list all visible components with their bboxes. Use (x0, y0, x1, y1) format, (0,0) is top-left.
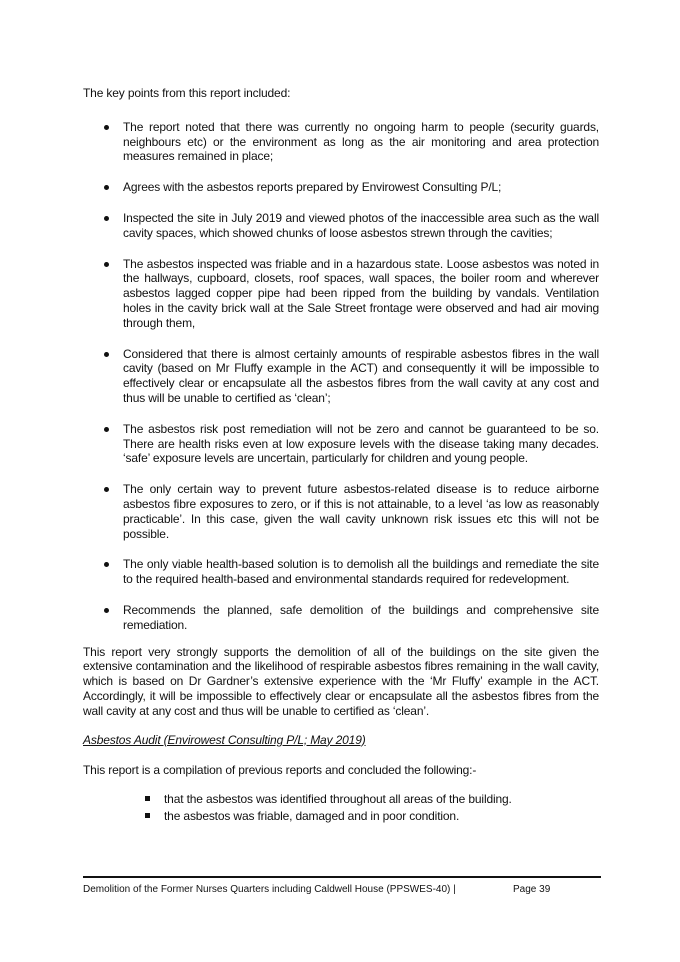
footer-title: Demolition of the Former Nurses Quarters including Caldwell House (PPSWES-40) | (83, 884, 456, 895)
list-item-text: The only viable health-based solution is to demolish all the buildings and remediate the site to the required health-based and environmental standards required for redevelopment. (123, 557, 599, 587)
summary-paragraph: This report very strongly supports the demolition of all of the buildings on the site given the extensive contamination and the likelihood of respirable asbestos fibres remaining in the wall cavity, which is based on Dr Gardner’s extensive experience with the ‘Mr Fluffy’ example in the ACT. Accordingly, it will be impossible to effectively clear or encapsulate all the asbestos fibres from the wall cavity at any cost and thus will be unable to certified as ‘clean’. (83, 644, 599, 718)
list-item (83, 422, 599, 466)
list-item-text: The report noted that there was currently no ongoing harm to people (security guards, neighbours etc) or the environment as long as the air monitoring and area protection measures remained in place; (123, 119, 599, 164)
page-body (83, 86, 599, 826)
list-item (83, 180, 599, 195)
list-item (83, 809, 599, 824)
bullet-dot-icon (104, 562, 109, 567)
list-item (83, 211, 599, 241)
list-item-text: The asbestos risk post remediation will not be zero and cannot be guaranteed to be so. There are health risks even at low exposure levels with the disease taking many decades. ‘safe’ exposure levels are uncertain, particularly for children and young people. (123, 421, 599, 466)
list-item-text: The asbestos inspected was friable and in a hazardous state. Loose asbestos was noted in the hallways, cupboard, closets, roof spaces, wall spaces, the boiler room and wherever asbestos lagged copper pipe had been ripped from the building by vandals. Ventilation holes in the cavity brick wall at the Sale Street frontage were observed and had air moving through them, (123, 256, 599, 330)
list-item-text: the asbestos was friable, damaged and in poor condition. (164, 808, 460, 823)
square-bullet-icon (145, 813, 150, 818)
bullet-dot-icon (104, 427, 109, 432)
list-item (83, 792, 599, 807)
list-item-text: Inspected the site in July 2019 and viewed photos of the inaccessible area such as the wall cavity spaces, which showed chunks of loose asbestos strewn through the cavities; (123, 210, 599, 240)
list-item (83, 257, 599, 331)
key-points-list (83, 120, 599, 633)
list-item-text: Considered that there is almost certainly amounts of respirable asbestos fibres in the wall cavity (based on Mr Fluffy example in the ACT) and consequently it will be impossible to effectively clear or encapsulate all the asbestos fibres from the wall cavity at any cost and thus will be unable to certified as ‘clean’; (123, 346, 599, 405)
bullet-dot-icon (104, 185, 109, 190)
list-item-text: Recommends the planned, safe demolition of the buildings and comprehensive site remediation. (123, 602, 599, 632)
bullet-dot-icon (104, 216, 109, 221)
list-item-text: Agrees with the asbestos reports prepared by Envirowest Consulting P/L; (123, 180, 502, 195)
bullet-dot-icon (104, 125, 109, 130)
list-item (83, 482, 599, 541)
list-item (83, 347, 599, 406)
page-number: Page 39 (513, 884, 551, 895)
conclusions-list (83, 792, 599, 824)
bullet-dot-icon (104, 262, 109, 267)
bullet-dot-icon (104, 487, 109, 492)
bullet-dot-icon (104, 608, 109, 613)
list-item (83, 120, 599, 164)
page-footer (83, 876, 601, 900)
section-heading: Asbestos Audit (Envirowest Consulting P/L; May 2019) (83, 732, 366, 747)
list-item-text: that the asbestos was identified throughout all areas of the building. (164, 792, 512, 807)
list-item (83, 603, 599, 633)
list-item-text: The only certain way to prevent future asbestos-related disease is to reduce airborne asbestos fibre exposures to zero, or if this is not attainable, to a level ‘as low as reasonably practicable’. In this case, given the wall cavity unknown risk issues etc this will not be possible. (123, 482, 599, 541)
intro-text: The key points from this report included: (83, 86, 291, 100)
conclusion-intro: This report is a compilation of previous reports and concluded the following:- (83, 763, 477, 778)
bullet-dot-icon (104, 352, 109, 357)
square-bullet-icon (145, 796, 150, 801)
list-item (83, 557, 599, 587)
